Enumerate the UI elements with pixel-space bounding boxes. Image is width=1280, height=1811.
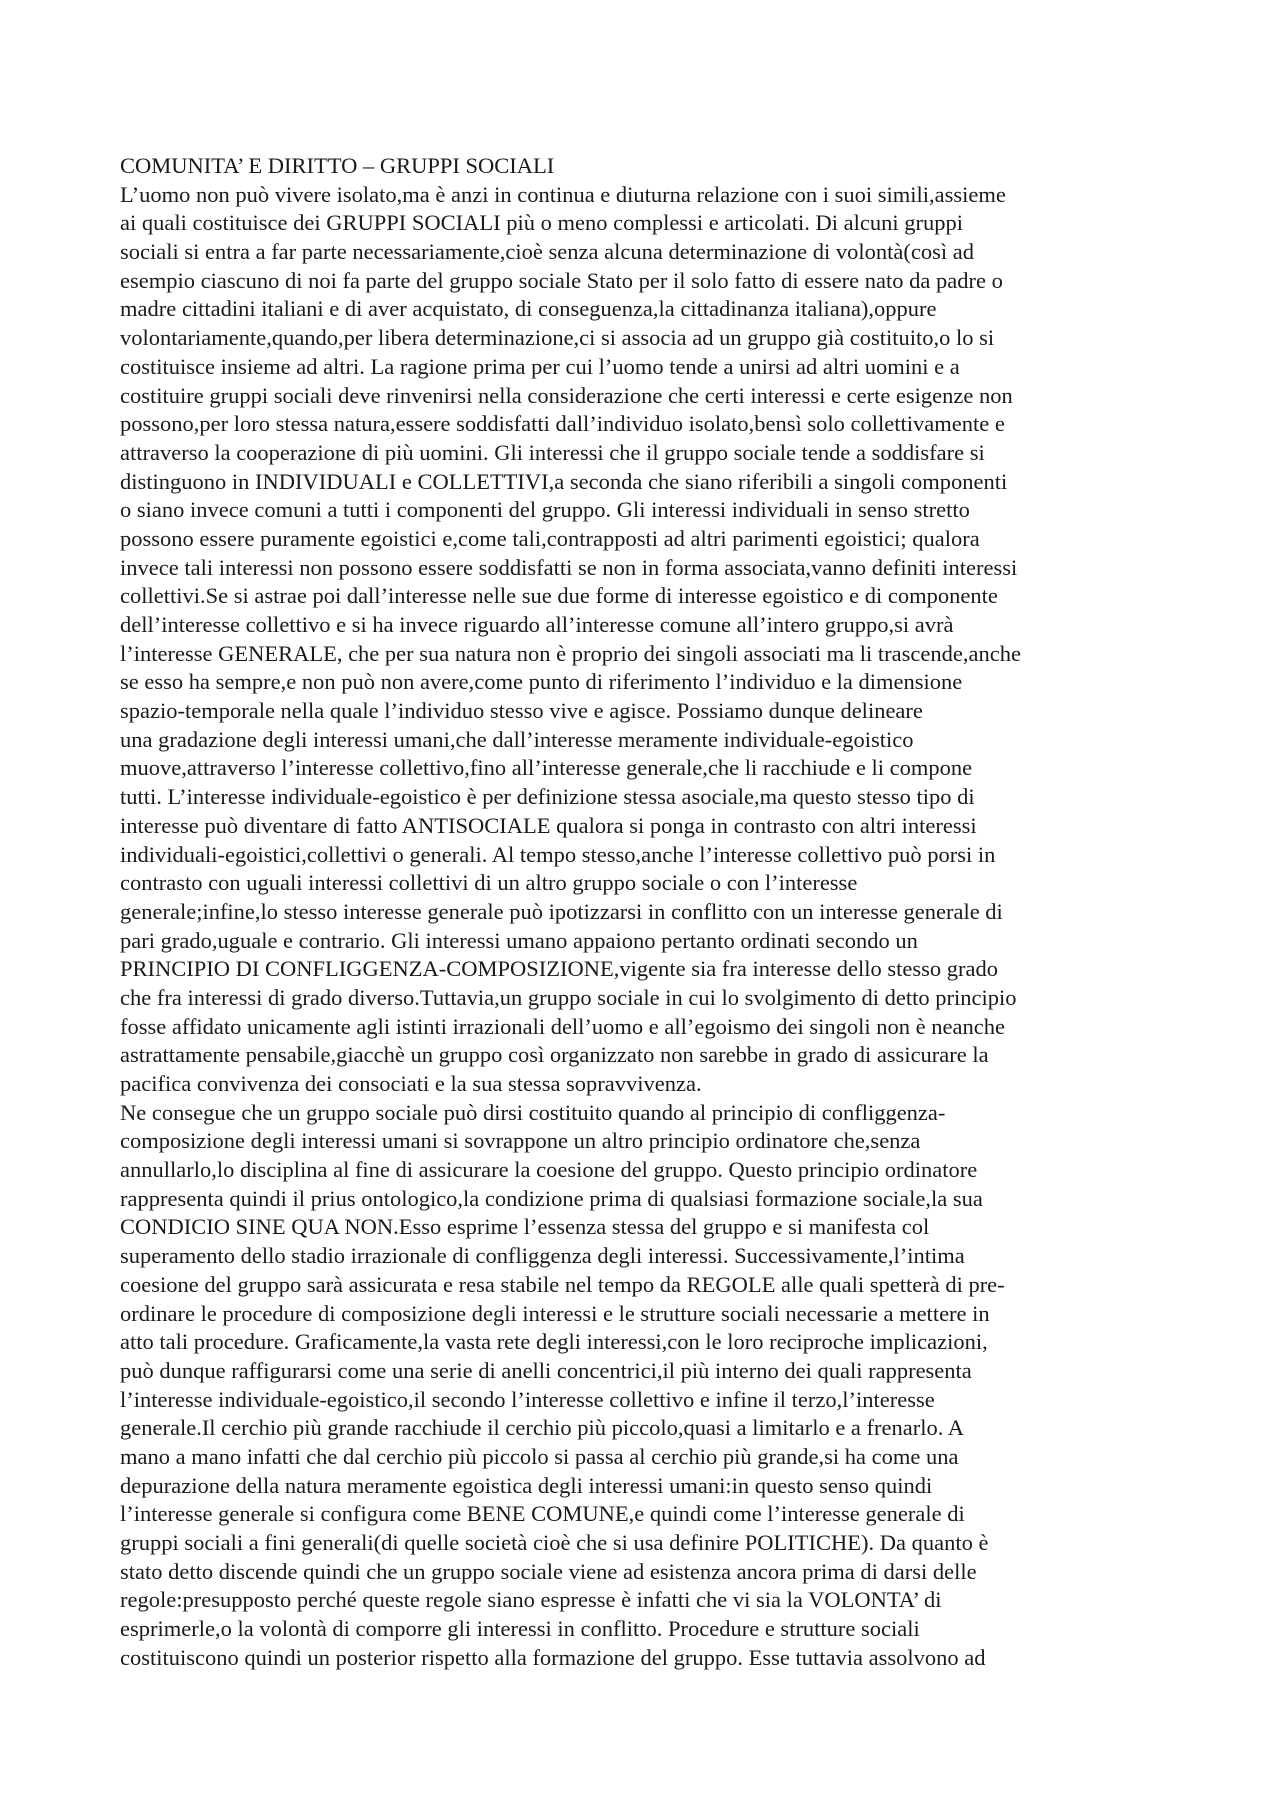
text-line: sociali si entra a far parte necessariamente,cioè senza alcuna determinazione di volontà(così ad [120, 239, 974, 265]
text-line: rappresenta quindi il prius ontologico,la condizione prima di qualsiasi formazione sociale,la sua [120, 1185, 983, 1211]
text-line: volontariamente,quando,per libera determinazione,ci si associa ad un gruppo già costituito,o lo si [120, 325, 995, 351]
text-line: possono essere puramente egoistici e,come tali,contrapposti ad altri parimenti egoistici; qualora [120, 525, 980, 551]
text-line: mano a mano infatti che dal cerchio più piccolo si passa al cerchio più grande,si ha come una [120, 1443, 959, 1469]
text-line: Ne consegue che un gruppo sociale può dirsi costituito quando al principio di confliggenza- [120, 1099, 946, 1125]
text-line: tutti. L’interesse individuale-egoistico è per definizione stessa asociale,ma questo stesso tipo di [120, 784, 975, 810]
text-line: attraverso la cooperazione di più uomini. Gli interessi che il gruppo sociale tende a soddisfare si [120, 439, 985, 465]
text-line: che fra interessi di grado diverso.Tuttavia,un gruppo sociale in cui lo svolgimento di detto principio [120, 984, 1017, 1010]
text-line: possono,per loro stessa natura,essere soddisfatti dall’individuo isolato,bensì solo collettivamente e [120, 411, 1005, 437]
text-line: interesse può diventare di fatto ANTISOCIALE qualora si ponga in contrasto con altri interessi [120, 812, 977, 838]
text-line: l’interesse individuale-egoistico,il secondo l’interesse collettivo e infine il terzo,l’interesse [120, 1386, 935, 1412]
text-line: ai quali costituisce dei GRUPPI SOCIALI più o meno complessi e articolati. Di alcuni gruppi [120, 210, 963, 236]
text-line: se esso ha sempre,e non può non avere,come punto di riferimento l’individuo e la dimensione [120, 669, 963, 695]
text-line: depurazione della natura meramente egoistica degli interessi umani:in questo senso quindi [120, 1472, 933, 1498]
text-line: coesione del gruppo sarà assicurata e resa stabile nel tempo da REGOLE alle quali spetterà di pre- [120, 1271, 1005, 1297]
text-line: contrasto con uguali interessi collettivi di un altro gruppo sociale o con l’interesse [120, 870, 858, 896]
text-line: composizione degli interessi umani si sovrappone un altro principio ordinatore che,senza [120, 1128, 921, 1154]
text-line: stato detto discende quindi che un gruppo sociale viene ad esistenza ancora prima di darsi delle [120, 1558, 977, 1584]
text-line: superamento dello stadio irrazionale di confliggenza degli interessi. Successivamente,l’intima [120, 1243, 965, 1269]
text-line: gruppi sociali a fini generali(di quelle società cioè che si usa definire POLITICHE). Da quanto è [120, 1530, 989, 1555]
text-line: astrattamente pensabile,giacchè un gruppo così organizzato non sarebbe in grado di assicurare la [120, 1042, 989, 1068]
text-line: invece tali interessi non possono essere soddisfatti se non in forma associata,vanno definiti interessi [120, 554, 1018, 580]
text-line: PRINCIPIO DI CONFLIGGENZA-COMPOSIZIONE,vigente sia fra interesse dello stesso grado [120, 956, 999, 982]
text-line: esprimerle,o la volontà di comporre gli interessi in conflitto. Procedure e strutture sociali [120, 1616, 920, 1642]
text-line: dell’interesse collettivo e si ha invece riguardo all’interesse comune all’intero gruppo,si avrà [120, 612, 954, 637]
text-line: esempio ciascuno di noi fa parte del gruppo sociale Stato per il solo fatto di essere nato da padre o [120, 267, 1003, 293]
text-line: CONDICIO SINE QUA NON.Esso esprime l’essenza stessa del gruppo e si manifesta col [120, 1214, 930, 1240]
text-line: fosse affidato unicamente agli istinti irrazionali dell’uomo e all’egoismo dei singoli non è neanche [120, 1013, 1005, 1039]
document-body [120, 152, 1160, 1672]
text-line: individuali-egoistici,collettivi o generali. Al tempo stesso,anche l’interesse collettivo può porsi in [120, 841, 996, 867]
text-line: generale.Il cerchio più grande racchiude il cerchio più piccolo,quasi a limitarlo e a frenarlo. A [120, 1415, 965, 1441]
text-line: costituiscono quindi un posterior rispetto alla formazione del gruppo. Esse tuttavia assolvono ad [120, 1644, 986, 1670]
text-line: L’uomo non può vivere isolato,ma è anzi in continua e diuturna relazione con i suoi simili,assieme [120, 181, 1006, 207]
text-line: costituire gruppi sociali deve rinvenirsi nella considerazione che certi interessi e certe esigenze non [120, 382, 1013, 408]
text-line: una gradazione degli interessi umani,che dall’interesse meramente individuale-egoistico [120, 726, 914, 752]
text-line: regole:presupposto perché queste regole siano espresse è infatti che vi sia la VOLONTA’ di [120, 1587, 942, 1613]
text-line: annullarlo,lo disciplina al fine di assicurare la coesione del gruppo. Questo principio ordinatore [120, 1157, 978, 1183]
document-title: COMUNITA’ E DIRITTO – GRUPPI SOCIALI [120, 153, 555, 178]
text-line: ordinare le procedure di composizione degli interessi e le strutture sociali necessarie a mettere in [120, 1300, 990, 1326]
text-line: madre cittadini italiani e di aver acquistato, di conseguenza,la cittadinanza italiana),oppure [120, 296, 937, 322]
text-line: distinguono in INDIVIDUALI e COLLETTIVI,a seconda che siano riferibili a singoli componenti [120, 468, 1008, 494]
text-line: l’interesse GENERALE, che per sua natura non è proprio dei singoli associati ma li trascende,anche [120, 640, 1021, 666]
text-line: pari grado,uguale e contrario. Gli interessi umano appaiono pertanto ordinati secondo un [120, 927, 918, 953]
text-line: può dunque raffigurarsi come una serie di anelli concentrici,il più interno dei quali rappresenta [120, 1357, 972, 1383]
text-line: collettivi.Se si astrae poi dall’interesse nelle sue due forme di interesse egoistico e di componente [120, 583, 998, 609]
text-line: atto tali procedure. Graficamente,la vasta rete degli interessi,con le loro reciproche implicazioni, [120, 1329, 988, 1355]
text-line: generale;infine,lo stesso interesse generale può ipotizzarsi in conflitto con un interesse generale di [120, 898, 1003, 924]
text-line: muove,attraverso l’interesse collettivo,fino all’interesse generale,che li racchiude e li compone [120, 755, 973, 781]
text-line: o siano invece comuni a tutti i componenti del gruppo. Gli interessi individuali in senso stretto [120, 497, 970, 523]
text-line: pacifica convivenza dei consociati e la sua stessa sopravvivenza. [120, 1071, 702, 1096]
text-line: spazio-temporale nella quale l’individuo stesso vive e agisce. Possiamo dunque delineare [120, 698, 923, 724]
text-line: l’interesse generale si configura come BENE COMUNE,e quindi come l’interesse generale di [120, 1501, 965, 1527]
text-line: costituisce insieme ad altri. La ragione prima per cui l’uomo tende a unirsi ad altri uomini e a [120, 353, 960, 379]
